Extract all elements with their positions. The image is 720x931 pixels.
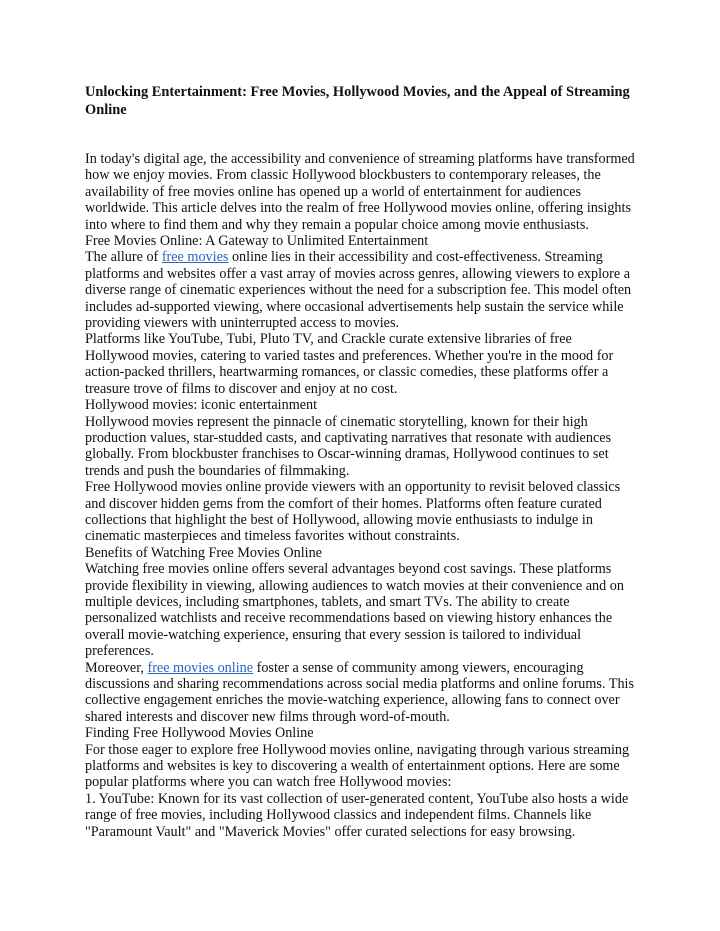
document-title: Unlocking Entertainment: Free Movies, Hollywood Movies, and the Appeal of Streaming Online: [85, 84, 630, 118]
section-heading-finding-movies: Finding Free Hollywood Movies Online: [85, 725, 314, 742]
document-page: [85, 84, 637, 840]
list-item-youtube: 1. YouTube: Known for its vast collection of user-generated content, YouTube also hosts a wide range of free movies, including Hollywood classics and independent films. Channels like "Paramount Vault" and "Maverick Movies" offer curated selections for easy browsing.: [85, 790, 629, 840]
paragraph-free-hollywood-classics: Free Hollywood movies online provide viewers with an opportunity to revisit beloved classics and discover hidden gems from the comfort of their homes. Platforms often feature curated collections that highlight the best of Hollywood, allowing movie enthusiasts to indulge in cinematic masterpieces and timeless favorites without constraints.: [85, 479, 621, 545]
section-heading-hollywood-movies: Hollywood movies: iconic entertainment: [85, 397, 318, 414]
paragraph-text: Moreover,: [85, 659, 148, 676]
paragraph-benefits: Watching free movies online offers several advantages beyond cost savings. These platforms provide flexibility in viewing, allowing audiences to watch movies at their convenience and on multiple devices, including smartphones, tablets, and smart TVs. The ability to create personalized watchlists and receive recommendations based on viewing history enhances the overall movie-watching experience, ensuring that every session is tailored to individual preferences.: [85, 561, 624, 660]
intro-paragraph: In today's digital age, the accessibility and convenience of streaming platforms have transformed how we enjoy movies. From classic Hollywood blockbusters to contemporary releases, the availability of free movies online has opened up a world of entertainment for audiences worldwide. This article delves into the realm of free Hollywood movies online, offering insights into where to find them and why they remain a popular choice among movie enthusiasts.: [85, 151, 635, 233]
free-movies-online-link[interactable]: free movies online: [147, 659, 254, 676]
document-body: [85, 151, 637, 840]
section-heading-benefits: Benefits of Watching Free Movies Online: [85, 544, 322, 561]
section-heading-free-movies-online: Free Movies Online: A Gateway to Unlimited Entertainment: [85, 233, 429, 250]
paragraph-hollywood-pinnacle: Hollywood movies represent the pinnacle of cinematic storytelling, known for their high production values, star-studded casts, and captivating narratives that resonate with audiences globally. From blockbuster franchises to Oscar-winning dramas, Hollywood continues to set trends and push the boundaries of filmmaking.: [85, 413, 612, 479]
paragraph-platforms: Platforms like YouTube, Tubi, Pluto TV, and Crackle curate extensive libraries of free Hollywood movies, catering to varied tastes and preferences. Whether you're in the mood for action-packed thrillers, heartwarming romances, or classic comedies, these platforms offer a treasure trove of films to discover and enjoy at no cost.: [85, 331, 614, 397]
paragraph-finding: For those eager to explore free Hollywood movies online, navigating through various streaming platforms and websites is key to discovering a wealth of entertainment options. Here are some popular platforms where you can watch free Hollywood movies:: [85, 741, 630, 791]
free-movies-link[interactable]: free movies: [161, 249, 229, 266]
paragraph-text: The allure of: [85, 249, 162, 266]
paragraph-text: online lies in their accessibility and cost-effectiveness. Streaming platforms and websites offer a vast array of movies across genres, allowing viewers to explore a diverse range of cinematic experiences without the need for a subscription fee. This model often includes ad-supported viewing, where occasional advertisements help sustain the service while providing viewers with uninterrupted access to movies.: [85, 249, 632, 332]
paragraph-community: [85, 660, 637, 726]
paragraph-text: foster a sense of community among viewers, encouraging discussions and sharing recommendations across social media platforms and online forums. This collective engagement enriches the movie-watching experience, allowing fans to connect over shared interests and discover new films through word-of-mouth.: [85, 659, 635, 725]
paragraph-free-movies-allure: [85, 249, 637, 331]
